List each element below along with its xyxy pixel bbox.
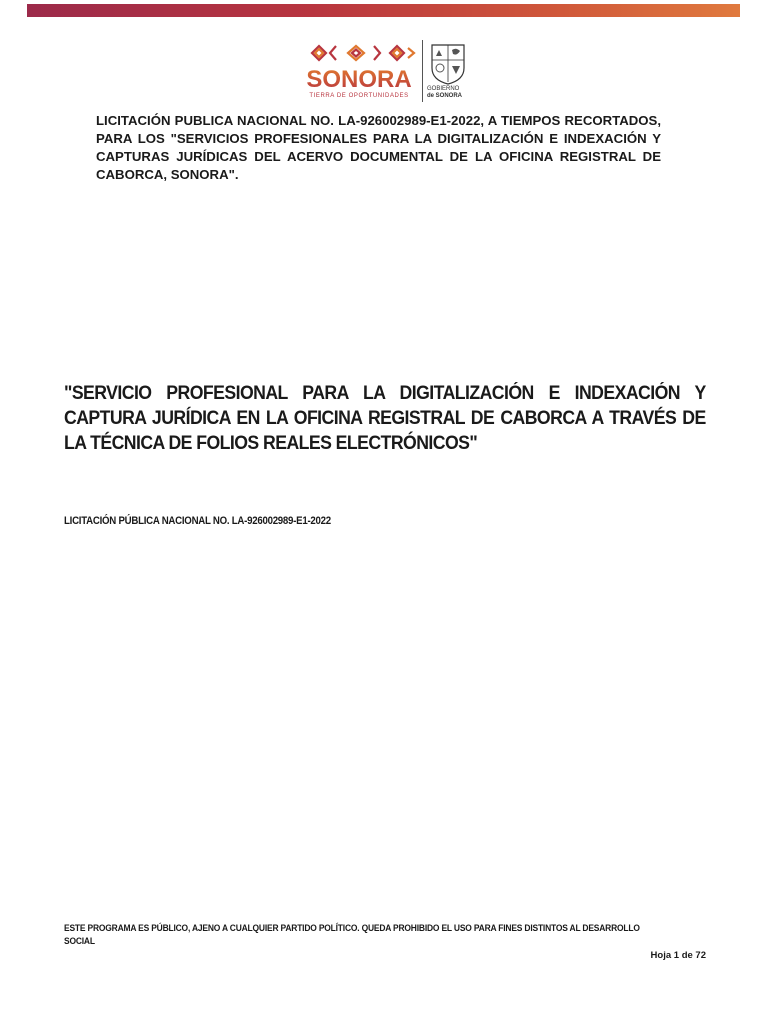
- state-coat-of-arms-icon: [429, 42, 467, 86]
- government-label-line1: GOBIERNO: [427, 86, 460, 92]
- government-label: [427, 86, 467, 100]
- page-number: Hoja 1 de 72: [650, 950, 706, 961]
- government-label-line2: de SONORA: [427, 93, 463, 99]
- tender-heading: LICITACIÓN PUBLICA NACIONAL NO. LA-926002989-E1-2022, A TIEMPOS RECORTADOS, PARA LOS "SERVICIOS PROFESIONALES PARA LA DIGITALIZACIÓN E INDEXACIÓN Y CAPTURAS JURÍDICAS DEL ACERVO DOCUMENTAL DE LA OFICINA REGISTRAL DE CABORCA, SONORA".: [96, 113, 661, 182]
- logo-divider: [422, 40, 423, 102]
- header-logos: [290, 40, 480, 104]
- sonora-brand-name: SONORA: [300, 68, 418, 92]
- header-color-bar: [27, 4, 740, 17]
- sonora-brand-tagline: TIERRA DE OPORTUNIDADES: [309, 93, 409, 99]
- sonora-ornament-icon: [304, 40, 424, 66]
- footer-disclaimer: ESTE PROGRAMA ES PÚBLICO, AJENO A CUALQUIER PARTIDO POLÍTICO. QUEDA PROHIBIDO EL USO PARA FINES DISTINTOS AL DESARROLLO SOCIAL: [64, 923, 640, 946]
- sub-title: LICITACIÓN PÚBLICA NACIONAL NO. LA-926002989-E1-2022: [64, 515, 331, 527]
- main-title: "SERVICIO PROFESIONAL PARA LA DIGITALIZACIÓN E INDEXACIÓN Y CAPTURA JURÍDICA EN LA OFICINA REGISTRAL DE CABORCA A TRAVÉS DE LA TÉCNICA DE FOLIOS REALES ELECTRÓNICOS": [64, 383, 706, 454]
